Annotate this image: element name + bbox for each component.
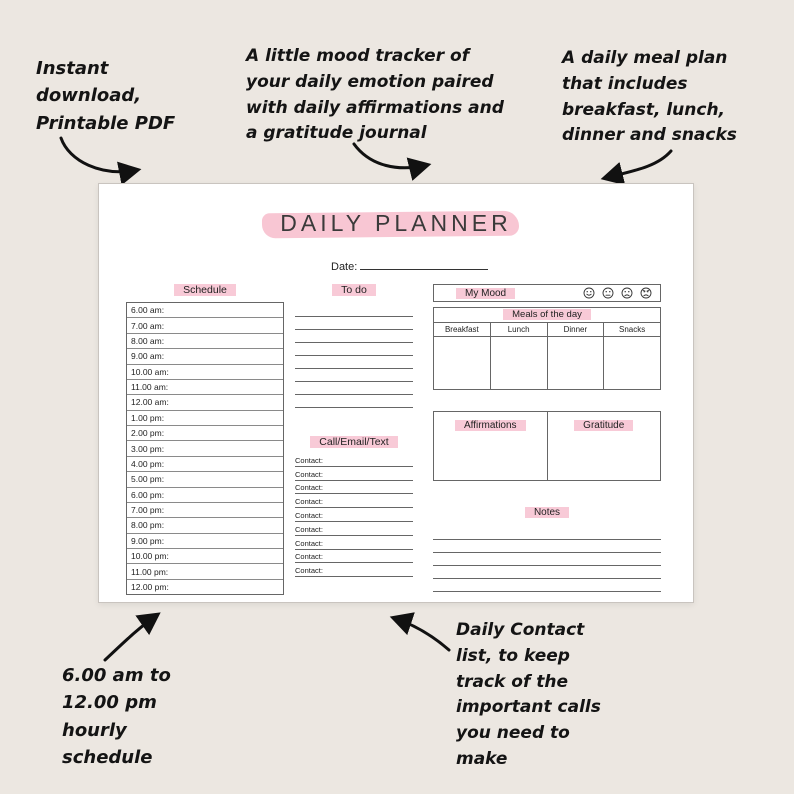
todo-line <box>295 343 413 356</box>
contact-label: Contact: <box>295 455 323 465</box>
meals-header: Meals of the day <box>503 309 591 320</box>
schedule-time-label: 10.00 am: <box>131 366 169 377</box>
contact-list <box>295 453 413 577</box>
meals-section <box>433 307 661 390</box>
schedule-row <box>127 303 283 318</box>
meal-column-header: Snacks <box>604 323 660 337</box>
meal-column-header: Breakfast <box>434 323 490 337</box>
meals-columns <box>434 323 660 389</box>
contact-row <box>295 467 413 481</box>
schedule-time-label: 12.00 pm: <box>131 581 169 592</box>
contact-label: Contact: <box>295 497 323 507</box>
schedule-table <box>126 302 284 595</box>
arrow-icon-top-middle <box>348 138 436 178</box>
schedule-time-label: 7.00 am: <box>131 320 165 331</box>
schedule-time-label: 4.00 pm: <box>131 458 165 469</box>
contact-label: Contact: <box>295 538 323 548</box>
todo-line <box>295 395 413 408</box>
schedule-row <box>127 318 283 333</box>
affirmations-header: Affirmations <box>455 420 526 431</box>
annotation-contact-list <box>456 618 608 773</box>
schedule-time-label: 7.00 pm: <box>131 505 165 516</box>
notes-line <box>433 553 661 566</box>
meal-column <box>548 323 605 389</box>
todo-line <box>295 382 413 395</box>
notes-line <box>433 540 661 553</box>
annotation-mood-tracker-text: A little mood tracker of your daily emotion paired with daily affirmations and a gratitude journal <box>246 46 504 144</box>
mood-angry-icon <box>640 287 652 299</box>
schedule-time-label: 12.00 am: <box>131 397 169 408</box>
contact-row <box>295 453 413 467</box>
notes-header-row <box>433 507 661 518</box>
affirmations-column <box>434 412 547 480</box>
contact-row <box>295 481 413 495</box>
schedule-row <box>127 441 283 456</box>
schedule-row <box>127 411 283 426</box>
annotation-hourly-schedule-text: 6.00 am to 12.00 pm hourly schedule <box>62 665 171 769</box>
schedule-row <box>127 564 283 579</box>
annotation-hourly-schedule <box>62 662 180 771</box>
schedule-time-label: 5.00 pm: <box>131 474 165 485</box>
notes-header: Notes <box>525 507 569 518</box>
annotation-instant-download-text: Instant download, Printable PDF <box>36 58 176 134</box>
meal-cell <box>604 337 660 389</box>
contact-row <box>295 522 413 536</box>
schedule-row <box>127 426 283 441</box>
schedule-time-label: 6.00 pm: <box>131 489 165 500</box>
contact-row <box>295 494 413 508</box>
annotation-mood-tracker <box>246 44 514 147</box>
schedule-time-label: 3.00 pm: <box>131 443 165 454</box>
todo-line <box>295 317 413 330</box>
todo-line <box>295 304 413 317</box>
contact-row <box>295 550 413 564</box>
meal-cell <box>434 337 490 389</box>
schedule-time-label: 6.00 am: <box>131 305 165 316</box>
notes-line <box>433 566 661 579</box>
contact-row <box>295 536 413 550</box>
annotation-instant-download <box>36 55 178 137</box>
contact-label: Contact: <box>295 524 323 534</box>
todo-header-row <box>295 284 413 296</box>
contact-label: Contact: <box>295 469 323 479</box>
contact-label: Contact: <box>295 510 323 520</box>
todo-header: To do <box>332 284 376 296</box>
contact-row <box>295 508 413 522</box>
date-label: Date: <box>331 261 358 273</box>
schedule-row <box>127 349 283 364</box>
schedule-time-label: 11.00 am: <box>131 382 169 393</box>
schedule-time-label: 10.00 pm: <box>131 551 169 562</box>
schedule-time-label: 9.00 am: <box>131 351 165 362</box>
schedule-row <box>127 488 283 503</box>
notes-lines <box>433 527 661 592</box>
right-column <box>433 284 661 592</box>
schedule-row <box>127 457 283 472</box>
meal-cell <box>491 337 547 389</box>
schedule-time-label: 2.00 pm: <box>131 428 165 439</box>
annotation-contact-list-text: Daily Contact list, to keep track of the important calls you need to make <box>456 620 601 770</box>
schedule-header-row <box>126 284 284 296</box>
arrow-icon-top-right <box>595 145 677 187</box>
meal-column <box>434 323 491 389</box>
schedule-row <box>127 365 283 380</box>
mood-section <box>433 284 661 302</box>
notes-line <box>433 579 661 592</box>
todo-line <box>295 369 413 382</box>
todo-lines <box>295 304 413 408</box>
meal-column-header: Dinner <box>548 323 604 337</box>
contact-label: Contact: <box>295 483 323 493</box>
arrow-icon-top-left <box>55 133 147 183</box>
meal-column <box>604 323 660 389</box>
schedule-row <box>127 380 283 395</box>
todo-line <box>295 356 413 369</box>
contacts-section <box>295 436 413 577</box>
planner-page <box>98 183 694 603</box>
schedule-row <box>127 334 283 349</box>
schedule-row <box>127 549 283 564</box>
annotation-meal-plan <box>562 46 740 149</box>
schedule-time-label: 8.00 pm: <box>131 520 165 531</box>
meal-column <box>491 323 548 389</box>
date-row <box>331 260 488 273</box>
mood-meh-icon <box>602 287 614 299</box>
contacts-header: Call/Email/Text <box>310 436 397 448</box>
schedule-time-label: 8.00 am: <box>131 335 165 346</box>
affirmations-gratitude-section <box>433 411 661 481</box>
schedule-time-label: 11.00 pm: <box>131 566 169 577</box>
schedule-row <box>127 395 283 410</box>
meal-cell <box>548 337 604 389</box>
gratitude-column <box>547 412 661 480</box>
mood-header: My Mood <box>456 288 515 299</box>
schedule-row <box>127 503 283 518</box>
arrow-icon-bottom-middle <box>385 610 457 655</box>
mood-sad-icon <box>621 287 633 299</box>
contact-row <box>295 563 413 577</box>
schedule-row <box>127 518 283 533</box>
schedule-time-label: 1.00 pm: <box>131 412 165 423</box>
contact-label: Contact: <box>295 566 323 576</box>
contacts-header-row <box>295 436 413 448</box>
todo-line <box>295 330 413 343</box>
gratitude-header: Gratitude <box>574 420 633 431</box>
date-blank-line <box>360 260 488 270</box>
planner-title-wrap <box>99 210 693 237</box>
mood-icons <box>583 287 652 299</box>
contact-label: Contact: <box>295 552 323 562</box>
schedule-header: Schedule <box>174 284 236 296</box>
notes-line <box>433 527 661 540</box>
todo-section <box>295 284 413 408</box>
mood-happy-icon <box>583 287 595 299</box>
meals-header-row <box>434 308 660 323</box>
schedule-row <box>127 472 283 487</box>
schedule-row <box>127 580 283 594</box>
annotation-meal-plan-text: A daily meal plan that includes breakfast, lunch, dinner and snacks <box>562 48 737 146</box>
page-title: DAILY PLANNER <box>280 210 512 236</box>
schedule-time-label: 9.00 pm: <box>131 535 165 546</box>
meal-column-header: Lunch <box>491 323 547 337</box>
schedule-section <box>126 284 284 595</box>
schedule-row <box>127 534 283 549</box>
arrow-icon-bottom-left <box>95 605 175 667</box>
